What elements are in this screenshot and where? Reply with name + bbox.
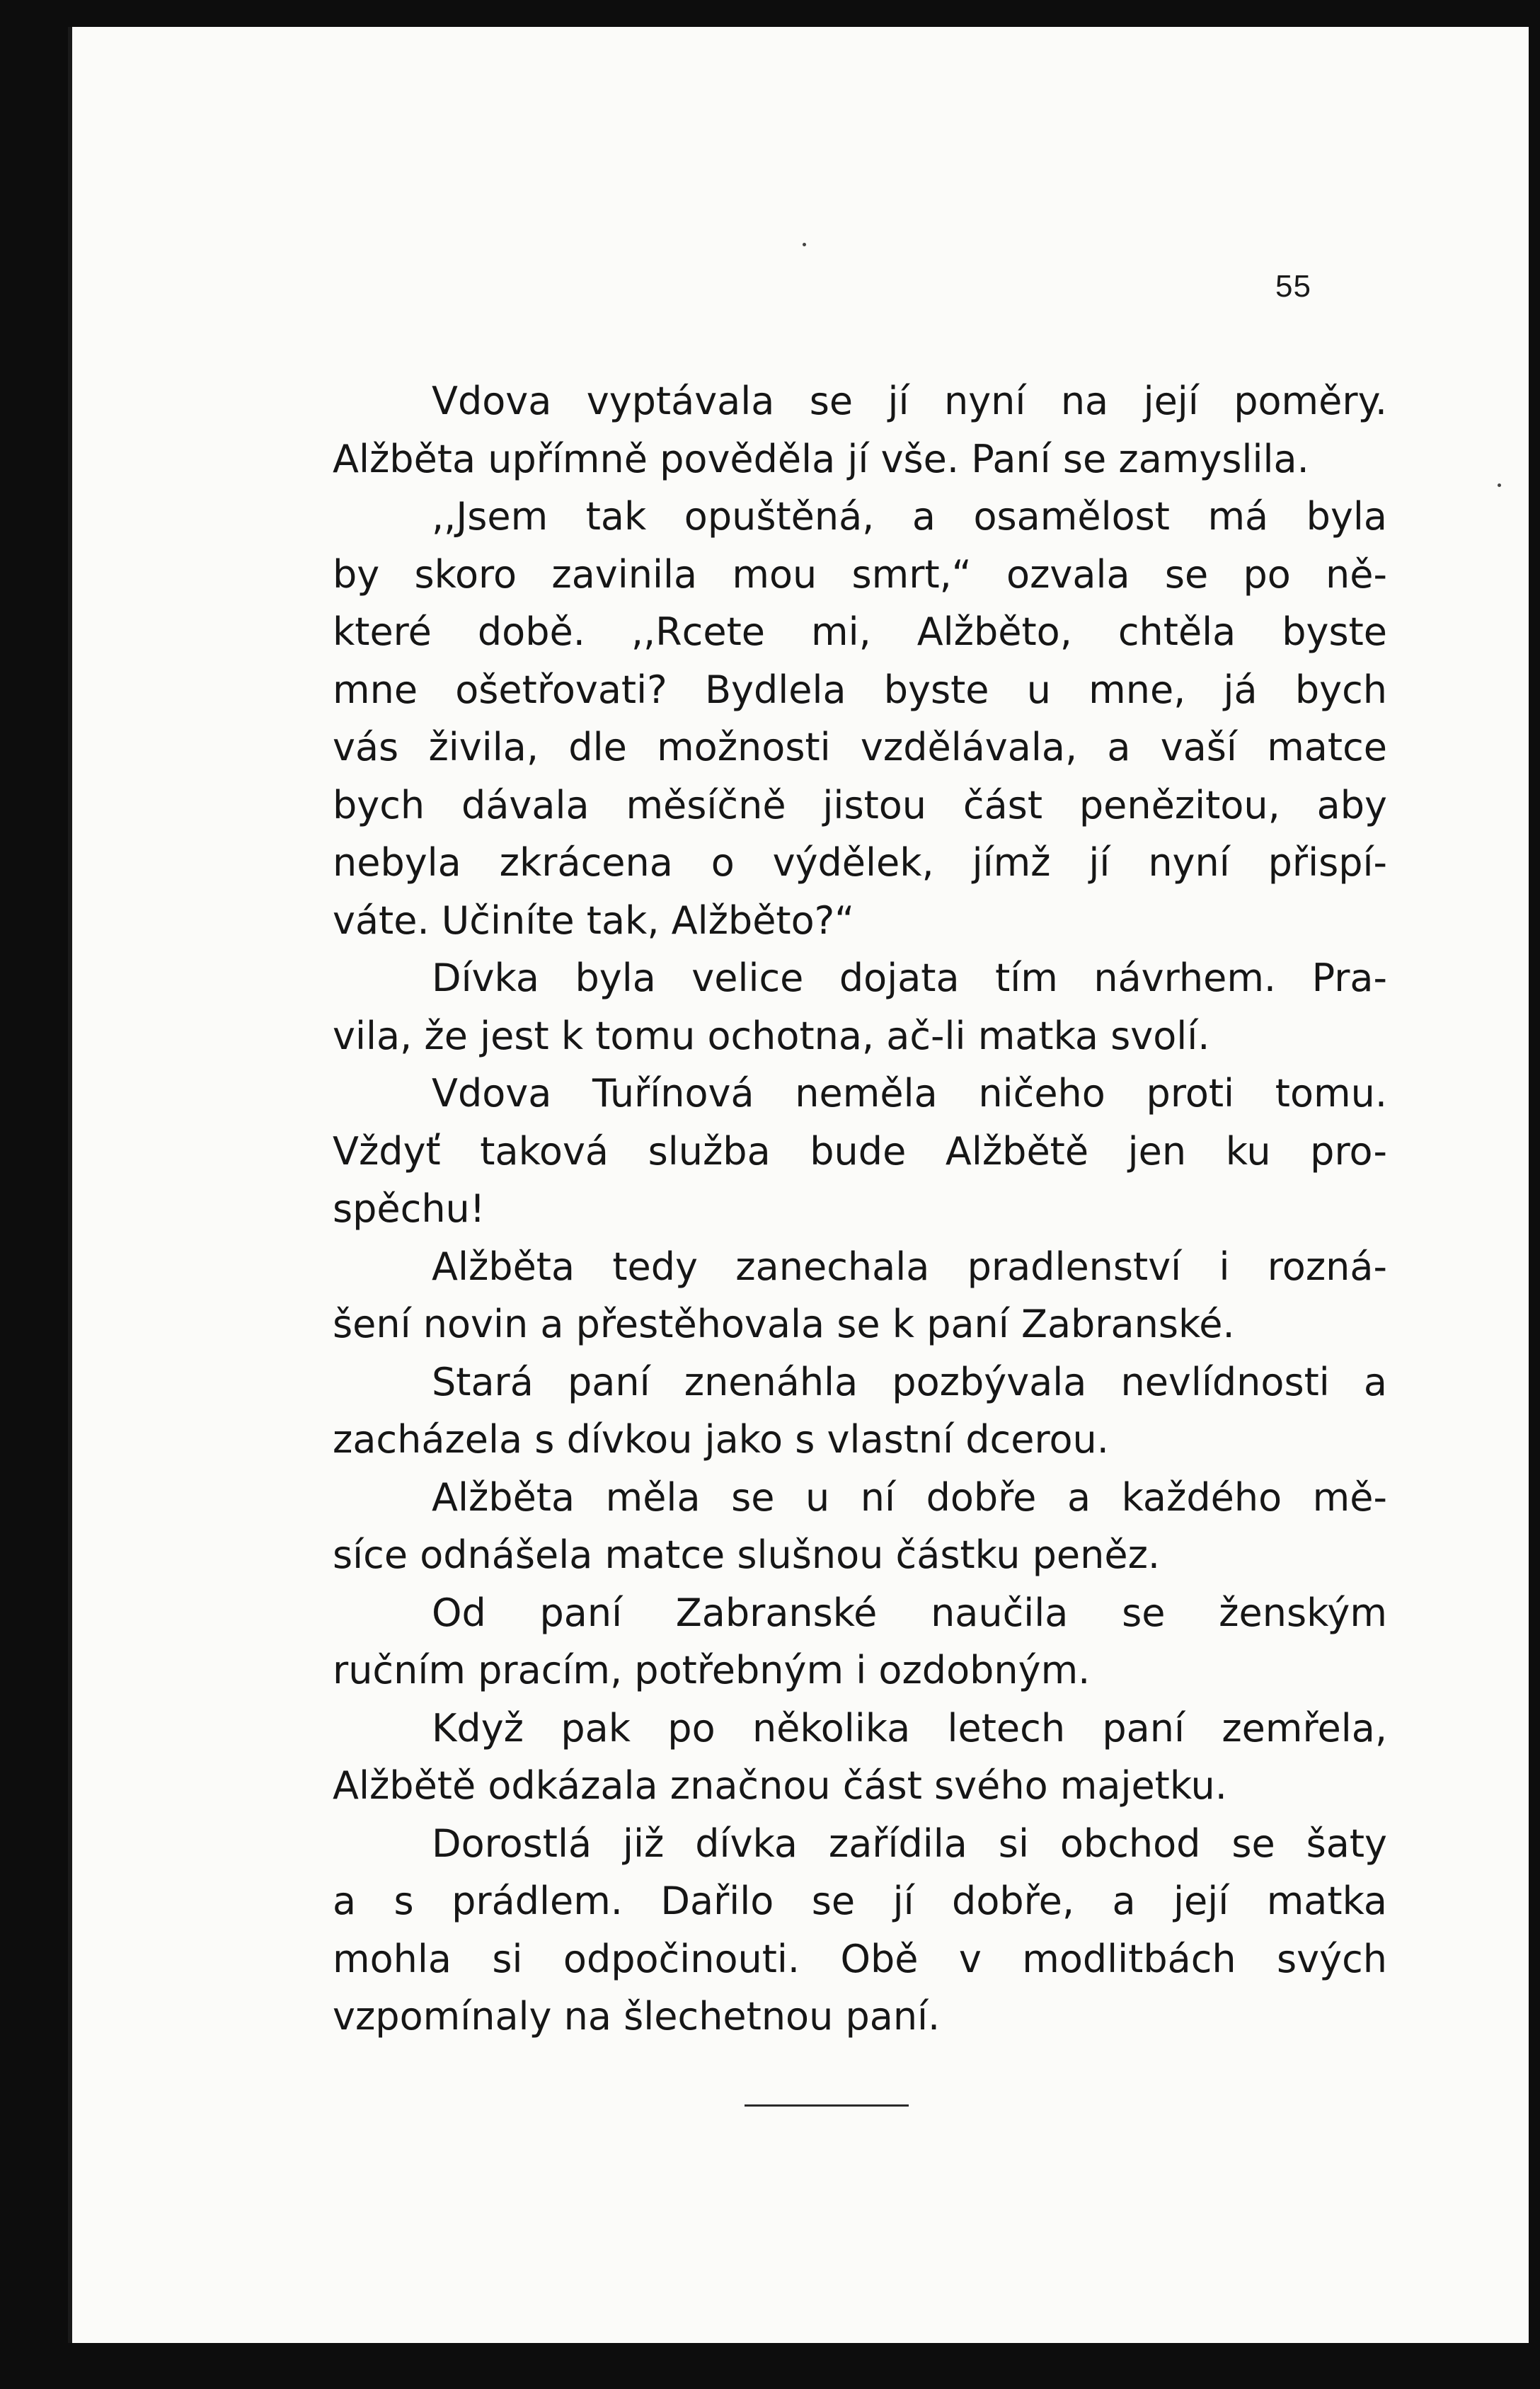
end-rule-divider (745, 2104, 909, 2107)
page-number: 55 (1275, 269, 1311, 304)
text-line: bych dávala měsíčně jistou část penězitou, aby (333, 782, 1387, 827)
text-line: Alžběta upřímně pověděla jí vše. Paní se zamyslila. (333, 436, 1309, 481)
text-line: Vdova vyptávala se jí nyní na její poměry. (432, 379, 1387, 423)
text-line: Alžbětě odkázala značnou část svého majetku. (333, 1763, 1227, 1808)
scan-speck (803, 243, 806, 246)
body-text (333, 372, 1387, 2046)
text-line: ručním pracím, potřebným i ozdobným. (333, 1648, 1091, 1692)
text-line: Stará paní znenáhla pozbývala nevlídnosti a (432, 1359, 1387, 1404)
text-line: vila, že jest k tomu ochotna, ač-li matka svolí. (333, 1013, 1210, 1058)
text-line: Od paní Zabranské naučila se ženským (432, 1590, 1387, 1635)
text-line: a s prádlem. Dařilo se jí dobře, a její matka (333, 1879, 1387, 1923)
text-line: které době. ,,Rcete mi, Alžběto, chtěla byste (333, 609, 1387, 654)
text-line: váte. Učiníte tak, Alžběto?“ (333, 898, 855, 943)
text-line: Alžběta tedy zanechala pradlenství i rozná- (432, 1244, 1387, 1289)
book-page (68, 27, 1529, 2343)
text-line: Když pak po několika letech paní zemřela, (432, 1705, 1387, 1751)
text-line: nebyla zkrácena o výdělek, jímž jí nyní přispí- (333, 840, 1387, 885)
text-line: ,,Jsem tak opuštěná, a osamělost má byla (432, 494, 1387, 539)
text-line: vás živila, dle možnosti vzdělávala, a vaší matce (333, 725, 1387, 769)
text-line: Dívka byla velice dojata tím návrhem. Pra- (432, 956, 1387, 1000)
text-line: Vdova Tuřínová neměla ničeho proti tomu. (432, 1071, 1387, 1116)
text-line: zacházela s dívkou jako s vlastní dcerou. (333, 1417, 1109, 1462)
text-line: Vždyť taková služba bude Alžbětě jen ku pro- (333, 1128, 1387, 1174)
text-line: Dorostlá již dívka zařídila si obchod se šaty (432, 1821, 1387, 1866)
text-line: mne ošetřovati? Bydlela byste u mne, já bych (333, 667, 1387, 712)
text-line: šení novin a přestěhovala se k paní Zabranské. (333, 1302, 1235, 1346)
text-line: mohla si odpočinouti. Obě v modlitbách svých (333, 1936, 1387, 1981)
text-line: vzpomínaly na šlechetnou paní. (333, 1994, 941, 2039)
text-line: Alžběta měla se u ní dobře a každého mě- (432, 1474, 1387, 1520)
text-line: by skoro zavinila mou smrt,“ ozvala se po ně- (333, 551, 1387, 597)
text-line: spěchu! (333, 1186, 485, 1231)
text-line: síce odnášela matce slušnou částku peněz. (333, 1532, 1161, 1577)
scan-speck (1498, 483, 1501, 487)
